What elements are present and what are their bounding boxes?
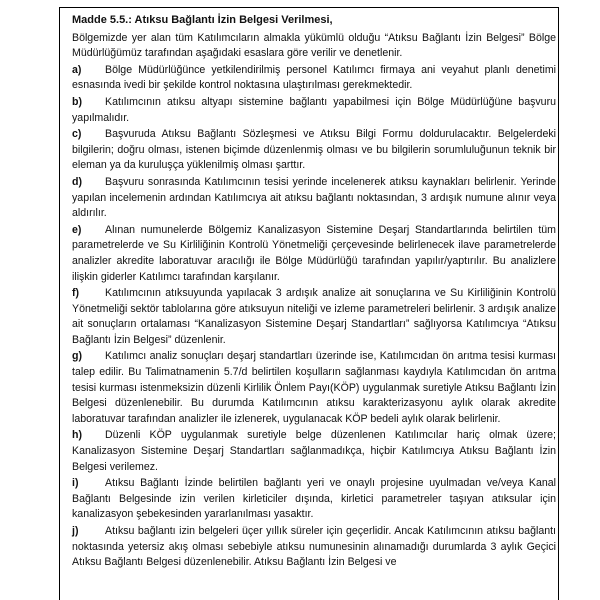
clause-c — [72, 127, 556, 174]
clause-letter: e) — [72, 223, 82, 236]
document-content — [72, 13, 556, 572]
clause-text: Atıksu bağlantı izin belgeleri üçer yıllık süreler için geçerlidir. Ancak Katılımcının atıksu bağlantı noktasında yetersiz akış olması sebebiyle atıksu numunesinin alınamadığı durumlarda 3 aylık Geçici Atıksu Bağlantı Belgesi düzenlenebilir. Atıksu Bağlantı İzin Belgesi ve — [72, 525, 556, 569]
page-border-left — [59, 7, 60, 600]
clause-b — [72, 95, 556, 126]
clause-letter: a) — [72, 63, 82, 76]
article-heading: Madde 5.5.: Atıksu Bağlantı İzin Belgesi Verilmesi, — [72, 14, 333, 26]
clause-text: Bölge Müdürlüğünce yetkilendirilmiş personel Katılımcı firmaya ani veyahut planlı denetimi esnasında ivedi bir şekilde kontrol noktasına ulaştırılması gerekmektedir. — [72, 63, 556, 92]
clause-letter: b) — [72, 95, 82, 108]
clause-i — [72, 476, 556, 523]
clause-text: Düzenli KÖP uygulanmak suretiyle belge düzenlenen Katılımcılar hariç olmak üzere; Kanalizasyon Sistemine Deşarj Standartları sağlanmadıkça, hiçbir Katılımcıya Atıksu Bağlantı İzin Belgesi verilemez. — [72, 429, 556, 473]
clause-text: Başvuru sonrasında Katılımcının tesisi yerinde incelenerek atıksu kaynakları belirlenir. Yerinde yapılan incelemenin ardından Katılımcıya ait atıksu bağlantı noktasından, 3 ardışık numune alınır veya aldırılır. — [72, 175, 556, 220]
page-border-right — [558, 7, 559, 600]
clause-text: Alınan numunelerde Bölgemiz Kanalizasyon Sistemine Deşarj Standartlarında belirtilen tüm parametrelerde ve Su Kirliliğinin Kontrolü Yönetmeliği çerçevesinde belirlenecek ilave parametrelerde analizler akredite laboratuvar aracılığı ile Bölge Müdürlüğü tarafından yapılır/yaptırılır. Bu analizlere ilişkin giderler Katılımcı tarafından karşılanır. — [72, 223, 556, 283]
clause-letter: h) — [72, 429, 82, 442]
clause-letter: g) — [72, 350, 82, 363]
clause-text: Katılımcı analiz sonuçları deşarj standartları üzerinde ise, Katılımcıdan ön arıtma tesisi kurması talep edilir. Bu Talimatnamenin 5.7/d belirtilen koşulların sağlanması kaydıyla Katılımcıdan ön arıtma tesisi kurması istenmeksizin düzenli Kirlilik Önlem Payı(KÖP) uygulanmak suretiyle Atıksu Bağlantı İzin Belgesi düzenlenebilir. Bu durumda Katılımcının atıksu karakterizasyonu aylık olarak akredite laboratuvar tarafından analizler ile izlenerek, uygulanacak KÖP bedeli aylık olarak belirlenir. — [72, 350, 556, 425]
clause-text: Başvuruda Atıksu Bağlantı Sözleşmesi ve Atıksu Bilgi Formu doldurulacaktır. Belgelerdeki bilgilerin; doğru olması, istenen biçimde düzenlenmiş olması ve bu bilgilerin sorumluluğunun teknik bir eleman ya da kuruluşça yüklenilmiş olması şarttır. — [72, 128, 556, 172]
clause-text: Atıksu Bağlantı İzinde belirtilen bağlantı yeri ve onaylı projesine uyulmadan ve/veya Kanal Bağlantı Belgesinde izin verilen kirleticiler dışında, kirletici parametreler taşıyan atıksular için kanalizasyon şebekesinden yararlanılması yasaktır. — [72, 477, 556, 521]
clause-letter: d) — [72, 175, 82, 188]
clause-letter: c) — [72, 128, 82, 141]
page-border-top — [59, 7, 559, 8]
clause-letter: f) — [72, 287, 80, 300]
clause-f — [72, 286, 556, 348]
clause-letter: j) — [72, 525, 79, 537]
clause-text: Katılımcının atıksu altyapı sistemine bağlantı yapabilmesi için Bölge Müdürlüğüne başvuru yapılmalıdır. — [72, 95, 556, 124]
intro-paragraph: Bölgemizde yer alan tüm Katılımcıların almakla yükümlü olduğu “Atıksu Bağlantı İzin Belgesi” Bölge Müdürlüğümüz tarafından aşağıdaki esaslara göre verilir ve denetlenir. — [72, 31, 556, 60]
clause-a — [72, 63, 556, 94]
clause-h — [72, 428, 556, 475]
clause-d — [72, 175, 556, 222]
clause-e — [72, 223, 556, 285]
clause-letter: i) — [72, 477, 79, 490]
clause-text: Katılımcının atıksuyunda yapılacak 3 ardışık analize ait sonuçlarına ve Su Kirliliğinin Kontrolü Yönetmeliği sektör tablolarına göre atıksuyun niteliği ve izleme parametreleri belirlenir. 3 ardışık analize ait sonuçların ortalaması “Kanalizasyon Sistemine Deşarj Standartları” sağlıyorsa Katılımcıya “Atıksu Bağlantı İzin Belgesi” düzenlenir. — [72, 287, 556, 346]
clause-j — [72, 524, 556, 571]
clause-g — [72, 349, 556, 427]
